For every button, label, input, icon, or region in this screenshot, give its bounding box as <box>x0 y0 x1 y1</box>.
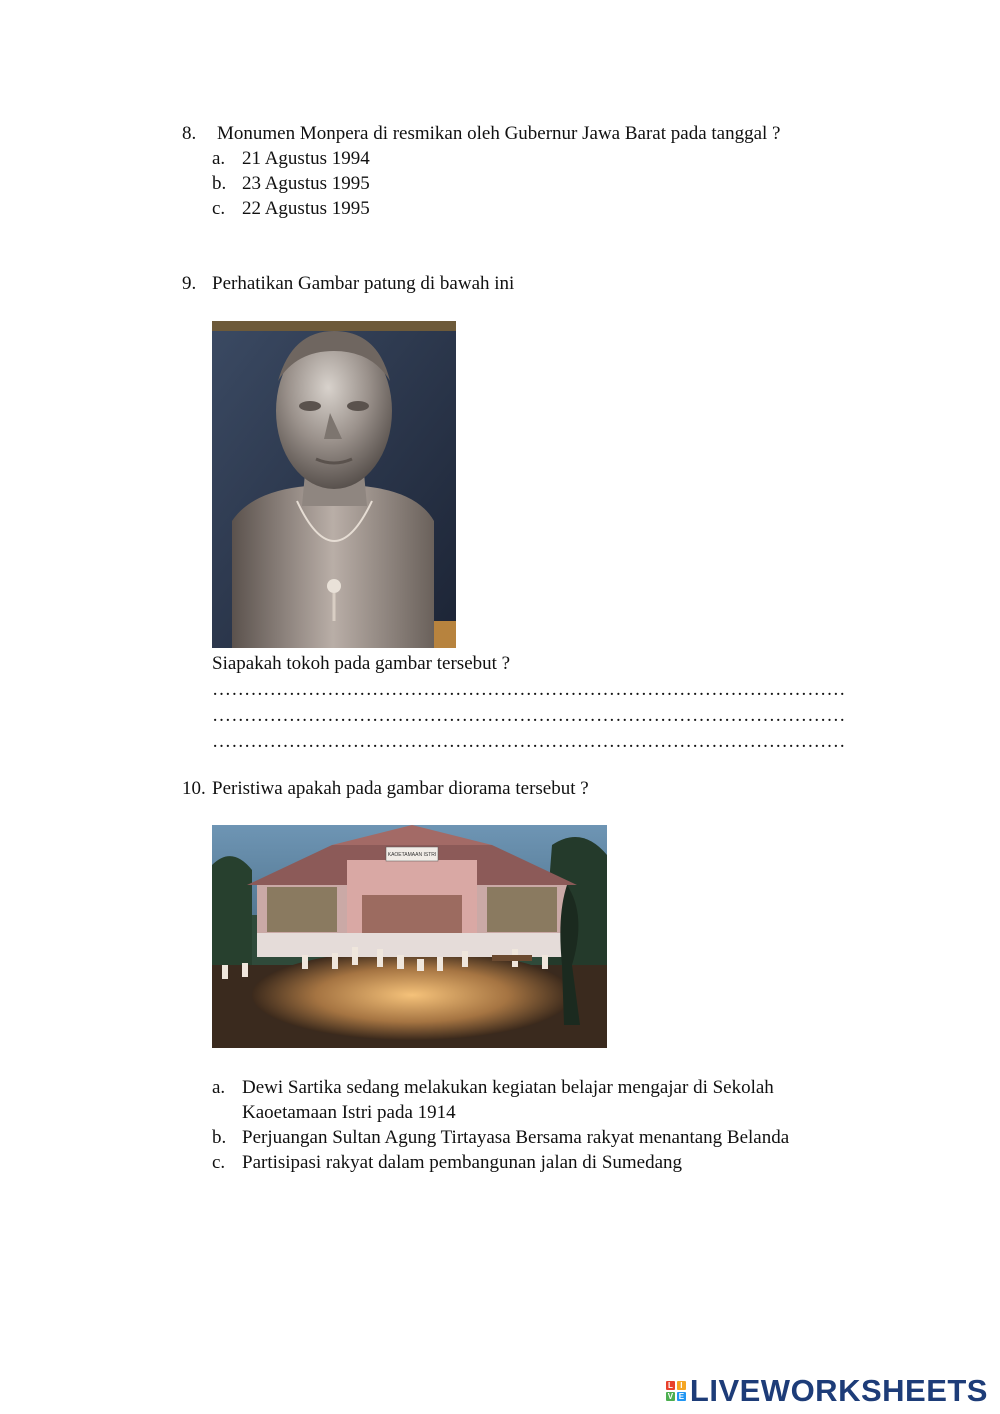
live-letter-l: L <box>666 1381 675 1390</box>
question-text: Perhatikan Gambar patung di bawah ini <box>212 273 515 294</box>
live-letter-i: I <box>677 1381 686 1390</box>
option-letter: b. <box>212 173 227 194</box>
logo-text: LIVEWORKSHEETS <box>689 1373 988 1408</box>
answer-line[interactable]: ……………………………………………………………………………………… <box>212 679 846 700</box>
answer-line[interactable]: ……………………………………………………………………………………… <box>212 731 846 752</box>
live-letter-v: V <box>667 1392 674 1401</box>
option-text-continued: Kaoetamaan Istri pada 1914 <box>242 1102 456 1123</box>
option-text: Perjuangan Sultan Agung Tirtayasa Bersama rakyat menantang Belanda <box>242 1127 790 1148</box>
question-number: 8. <box>182 123 197 144</box>
option-letter: a. <box>212 1077 226 1098</box>
option-text: 22 Agustus 1995 <box>242 198 370 219</box>
question-number: 9. <box>182 273 197 294</box>
bust-statue-image <box>212 321 456 648</box>
option-text: 23 Agustus 1995 <box>242 173 370 194</box>
liveworksheets-logo[interactable] <box>666 1374 988 1408</box>
option-text: Dewi Sartika sedang melakukan kegiatan belajar mengajar di Sekolah <box>242 1077 774 1098</box>
answer-line[interactable]: ……………………………………………………………………………………… <box>212 705 846 726</box>
option-letter: c. <box>212 198 226 219</box>
school-diorama-image <box>212 825 607 1048</box>
option-text: Partisipasi rakyat dalam pembangunan jalan di Sumedang <box>242 1152 683 1173</box>
option-letter: a. <box>212 148 226 169</box>
option-text: 21 Agustus 1994 <box>242 148 370 169</box>
diorama-sign: KAOETAMAAN ISTRI <box>387 852 437 858</box>
option-letter: b. <box>212 1127 227 1148</box>
question-text: Monumen Monpera di resmikan oleh Gubernur Jawa Barat pada tanggal ? <box>217 123 781 144</box>
live-block-icon <box>666 1381 686 1401</box>
live-letter-e: E <box>678 1392 685 1401</box>
question-9-prompt: Siapakah tokoh pada gambar tersebut ? <box>212 653 511 674</box>
option-letter: c. <box>212 1152 226 1173</box>
question-text: Peristiwa apakah pada gambar diorama tersebut ? <box>212 778 589 799</box>
question-number: 10. <box>182 778 206 799</box>
